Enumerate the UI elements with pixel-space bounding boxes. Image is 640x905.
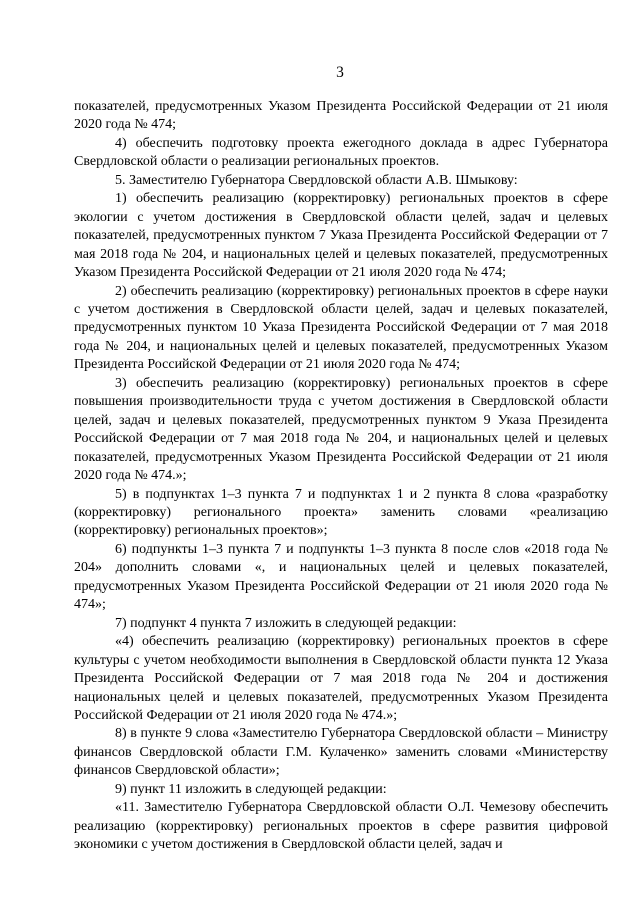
paragraph: 7) подпункт 4 пункта 7 изложить в следующей редакции: [115,615,457,631]
paragraph: «11. Заместителю Губернатора Свердловской области О.Л. Чемезову обеспечить реализацию (корректировку) региональных проектов в сфере развития цифровой экономики с учетом достижения в Свердловской области целей, задач и [74,800,608,853]
paragraph: 6) подпункты 1–3 пункта 7 и подпункты 1–3 пункта 8 после слов «2018 года № 204» дополнить словами «, и национальных целей и целевых показателей, предусмотренных Указом Президента Российской Федерации от 21 июля 2020 года № 474»; [74,541,608,613]
paragraph: 2) обеспечить реализацию (корректировку) региональных проектов в сфере науки с учетом достижения в Свердловской области целей, задач и целевых показателей, предусмотренных пунктом 10 Указа Президента Российской Федерации от 7 мая 2018 года № 204, и национальных целей и целевых показателей, предусмотренных Указом Президента Российской Федерации от 21 июля 2020 года № 474; [74,283,608,373]
paragraph: 5. Заместителю Губернатора Свердловской области А.В. Шмыкову: [115,172,518,188]
page-number: 3 [336,64,344,81]
paragraph: показателей, предусмотренных Указом Президента Российской Федерации от 21 июля 2020 года № 474; [74,99,608,133]
paragraph: 1) обеспечить реализацию (корректировку) региональных проектов в сфере экологии с учетом достижения в Свердловской области целей, задач и целевых показателей, предусмотренных пунктом 7 Указа Президента Российской Федерации от 7 мая 2018 года № 204, и национальных целей и целевых показателей, предусмотренных Указом Президента Российской Федерации от 21 июля 2020 года № 474; [74,191,608,281]
paragraph: 8) в пункте 9 слова «Заместителю Губернатора Свердловской области – Министру финансов Свердловской области Г.М. Кулаченко» заменить словами «Министерству финансов Свердловской области»; [74,726,608,779]
paragraph: «4) обеспечить реализацию (корректировку) региональных проектов в сфере культуры с учетом необходимости выполнения в Свердловской области пункта 12 Указа Президента Российской Федерации от 7 мая 2018 года № 204 и достижения национальных целей и целевых показателей, предусмотренных Указом Президента Российской Федерации от 21 июля 2020 года № 474.»; [74,634,608,723]
paragraph: 5) в подпунктах 1–3 пункта 7 и подпунктах 1 и 2 пункта 8 слова «разработку (корректировку) регионального проекта» заменить словами «реализацию (корректировку) региональных проектов»; [74,486,608,539]
paragraph: 3) обеспечить реализацию (корректировку) региональных проектов в сфере повышения производительности труда с учетом достижения в Свердловской области целей, задач и целевых показателей, предусмотренных пунктом 9 Указа Президента Российской Федерации от 7 мая 2018 года № 204, и национальных целей и целевых показателей, предусмотренных Указом Президента Российской Федерации от 21 июля 2020 года № 474.»; [74,375,608,484]
paragraph: 9) пункт 11 изложить в следующей редакции: [115,781,387,797]
document-body [74,98,608,855]
paragraph: 4) обеспечить подготовку проекта ежегодного доклада в адрес Губернатора Свердловской области о реализации региональных проектов. [74,135,608,170]
